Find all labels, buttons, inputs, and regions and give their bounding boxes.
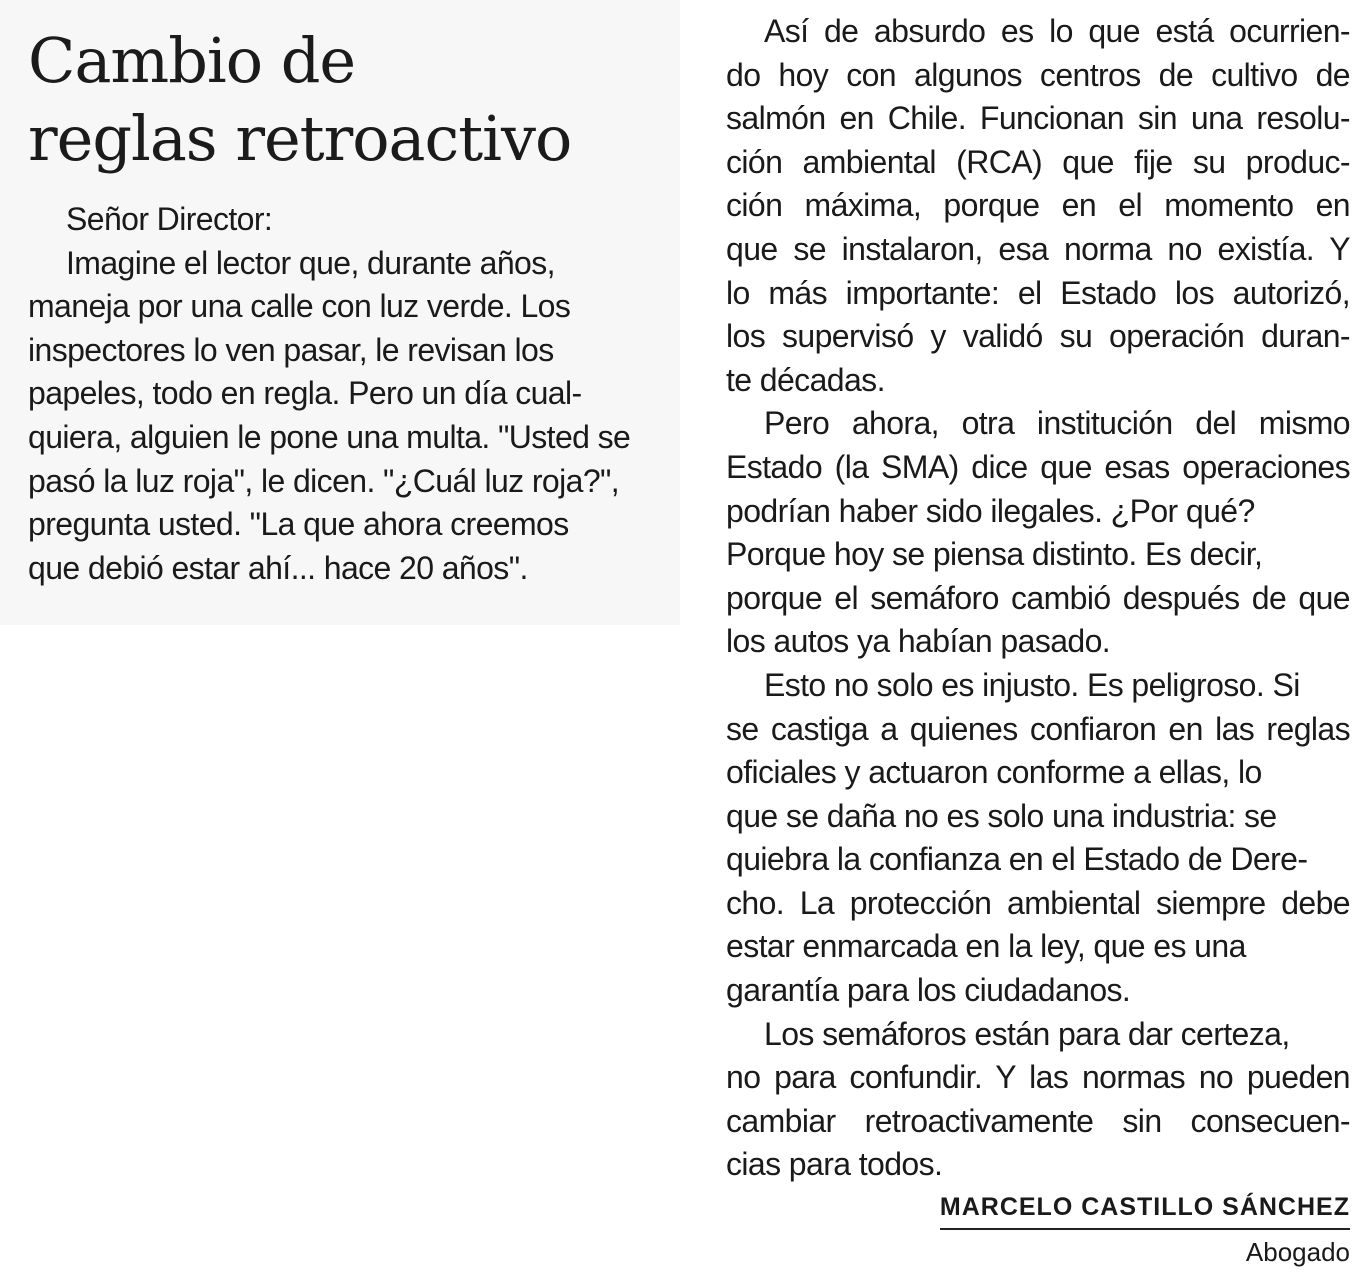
text-line: quiebra la confianza en el Estado de Dere- [726,841,1308,878]
text-line: Imagine el lector que, durante años, [66,244,555,281]
text-line: Así de absurdo es lo que está ocurrien- [764,13,1350,49]
text-line: cias para todos. [726,1146,943,1183]
text-line: lo más importante: el Estado los autorizó, [726,274,1350,311]
author-name: MARCELO CASTILLO SÁNCHEZ [940,1190,1350,1230]
right-column-text [726,10,1350,1187]
text-line: estar enmarcada en la ley, que es una [726,928,1246,965]
text-line: Porque hoy se piensa distinto. Es decir, [726,536,1263,573]
text-line: do hoy con algunos centros de cultivo de [726,56,1350,93]
text-line: que debió estar ahí... hace 20 años". [28,549,528,586]
text-line: ción máxima, porque en el momento en [726,187,1350,224]
text-line: Estado (la SMA) dice que esas operaciones [726,448,1350,485]
text-line: Esto no solo es injusto. Es peligroso. Si [764,666,1300,703]
text-line: podrían haber sido ilegales. ¿Por qué? [726,492,1255,529]
text-line: pasó la luz roja", le dicen. "¿Cuál luz roja?", [28,462,620,499]
title-line: Cambio de [28,24,356,97]
author-role: Abogado [1245,1237,1350,1267]
text-line: te décadas. [726,361,885,398]
text-line: Señor Director: [66,201,273,237]
text-line: oficiales y actuaron conforme a ellas, lo [726,754,1262,791]
text-line: que se instalaron, esa norma no existía. Y [726,230,1350,267]
text-line: Pero ahora, otra institución del mismo [764,405,1350,442]
article-title [28,22,668,178]
text-line: pregunta usted. "La que ahora creemos [28,506,569,543]
text-line: se castiga a quienes confiaron en las reglas [726,710,1350,747]
text-line: garantía para los ciudadanos. [726,972,1131,1009]
text-line: que se daña no es solo una industria: se [726,797,1277,834]
author-signature [940,1190,1350,1270]
text-line: Los semáforos están para dar certeza, [764,1015,1290,1052]
text-line: porque el semáforo cambió después de que [726,579,1350,616]
text-line: salmón en Chile. Funcionan sin una resolu- [726,100,1350,137]
left-column-panel [0,0,680,625]
text-line: cho. La protección ambiental siempre debe [726,884,1350,921]
text-line: maneja por una calle con luz verde. Los [28,288,571,325]
text-line: papeles, todo en regla. Pero un día cual- [28,375,582,412]
left-column-text [28,198,660,590]
text-line: cambiar retroactivamente sin consecuen- [726,1102,1350,1139]
title-line: reglas retroactivo [28,102,572,175]
text-line: inspectores lo ven pasar, le revisan los [28,331,554,368]
text-line: no para confundir. Y las normas no pueden [726,1059,1350,1096]
text-line: los autos ya habían pasado. [726,623,1111,660]
text-line: ción ambiental (RCA) que fije su produc- [726,143,1350,180]
text-line: quiera, alguien le pone una multa. "Usted se [28,418,631,455]
text-line: los supervisó y validó su operación duran- [726,318,1350,355]
